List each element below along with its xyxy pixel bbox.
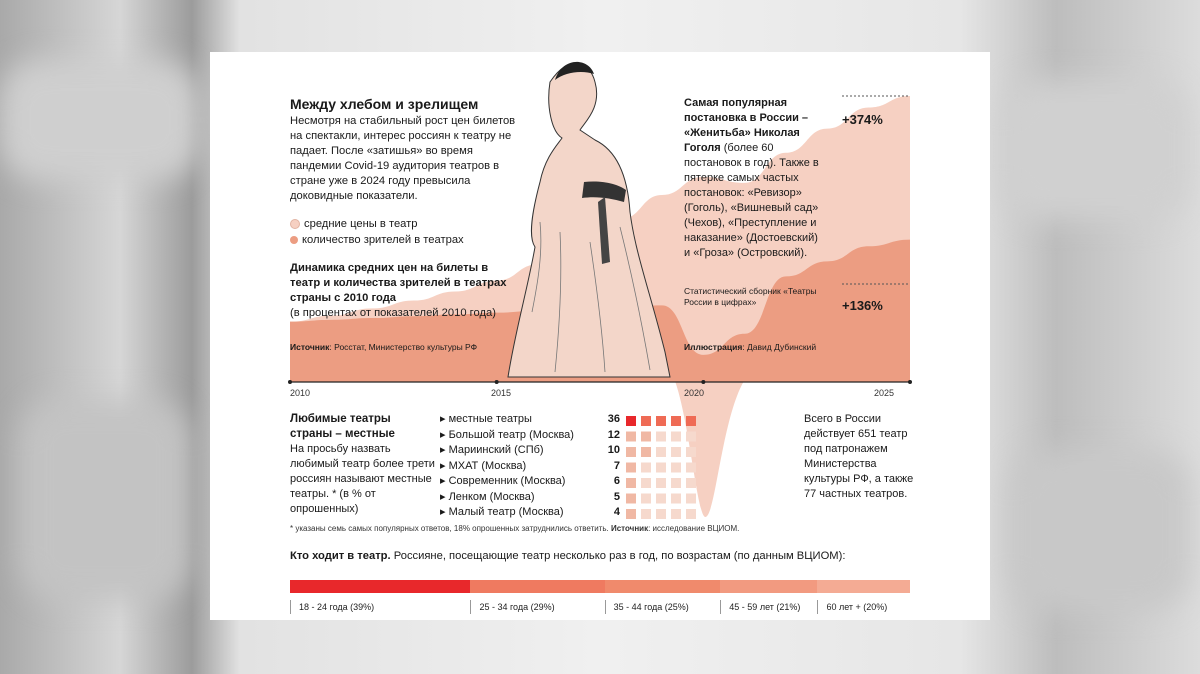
theatre-row: ▸ Большой театр (Москва) 12 <box>440 428 620 441</box>
favorite-square <box>671 416 681 426</box>
favorites-text: На просьбу назвать любимый театр более трети россиян называют местные театры. * (в % от опрошенных) <box>290 443 435 515</box>
legend-item-audience <box>290 232 464 248</box>
collection-source: Статистический сборник «Театры России в цифрах» <box>684 286 817 307</box>
annotation-audience: +136% <box>842 298 883 313</box>
favorite-square <box>626 416 636 426</box>
favorites-title: Любимые театры страны – местные <box>290 413 395 440</box>
favorite-square <box>671 447 681 457</box>
favorite-square <box>656 416 666 426</box>
age-label: 25 - 34 года (29%) <box>470 600 554 614</box>
footnote-text: * указаны семь самых популярных ответов, 18% опрошенных затруднились ответить. <box>290 524 611 533</box>
favorite-square <box>656 478 666 488</box>
favorite-square <box>686 509 696 519</box>
age-label: 18 - 24 года (39%) <box>290 600 374 614</box>
favorite-square <box>671 463 681 473</box>
favorite-square <box>686 416 696 426</box>
favorite-square <box>641 478 651 488</box>
x-tick-2020 <box>701 380 705 384</box>
favorite-square <box>626 478 636 488</box>
total-theatres-note: Всего в России действует 651 театр под патронажем Министерства культуры РФ, а также 77 частных театров. <box>804 413 914 500</box>
favorite-square <box>686 432 696 442</box>
chart-title-bold: Динамика средних цен на билеты в театр и количества зрителей в театрах страны с 2010 года <box>290 262 507 304</box>
ages-title-text: Россияне, посещающие театр несколько раз в год, по возрастам (по данным ВЦИОМ): <box>390 550 846 562</box>
popular-production <box>684 96 824 261</box>
theatre-row: ▸ местные театры 36 <box>440 413 620 425</box>
x-tick-2025 <box>908 380 912 384</box>
age-bar <box>817 580 910 593</box>
age-bar <box>470 580 604 593</box>
favorite-square <box>671 478 681 488</box>
illustration-label: Иллюстрация <box>684 342 743 352</box>
favorite-square <box>656 432 666 442</box>
favorite-square <box>641 494 651 504</box>
age-bar <box>290 580 470 593</box>
favorite-square <box>686 478 696 488</box>
favorite-square <box>641 416 651 426</box>
x-tick-2015 <box>495 380 499 384</box>
favorite-square <box>641 463 651 473</box>
favorite-square <box>641 447 651 457</box>
favorite-square <box>641 432 651 442</box>
tick-label-2015: 2015 <box>491 388 512 398</box>
theatre-row: ▸ Малый театр (Москва) 4 <box>440 506 620 518</box>
favorite-square <box>671 509 681 519</box>
legend-label-audience: количество зрителей в театрах <box>302 234 464 246</box>
favorite-square <box>686 494 696 504</box>
favorite-square <box>656 447 666 457</box>
theatre-row: ▸ МХАТ (Москва) 7 <box>440 459 620 472</box>
age-bar <box>720 580 817 593</box>
audience-pandemic-dip <box>675 382 743 517</box>
chart-title <box>290 261 520 321</box>
page-title: Между хлебом и зрелищем <box>290 96 479 112</box>
illustration-text: : Давид Дубинский <box>742 342 817 352</box>
popular-text: (более 60 постановок в год). Также в пятерке самых частых постановок: «Ревизор» (Гоголь), «Вишневый сад» (Чехов), «Преступление и наказание» (Достоевский) и «Гроза» (Островский). <box>684 142 819 259</box>
theatre-list <box>440 412 620 521</box>
favorite-square <box>656 494 666 504</box>
favorite-square <box>656 509 666 519</box>
annotation-prices: +374% <box>842 112 883 127</box>
legend-label-prices: средние цены в театр <box>304 218 418 230</box>
tick-label-2010: 2010 <box>290 388 311 398</box>
footnote-source: : исследование ВЦИОМ. <box>648 524 740 533</box>
source-label: Источник <box>290 342 330 352</box>
chart-title-note: (в процентах от показателей 2010 года) <box>290 307 496 319</box>
infographic-card <box>210 52 990 620</box>
age-label: 35 - 44 года (25%) <box>605 600 689 614</box>
footnote <box>290 524 739 533</box>
footnote-label: Источник <box>610 524 649 533</box>
theatre-row: ▸ Мариинский (СПб) 10 <box>440 444 620 456</box>
favorite-square <box>641 509 651 519</box>
age-label: 45 - 59 лет (21%) <box>720 600 800 614</box>
favorite-square <box>656 463 666 473</box>
favorite-square <box>626 447 636 457</box>
favorite-square <box>686 463 696 473</box>
age-bar <box>605 580 721 593</box>
tick-label-2020: 2020 <box>684 388 705 398</box>
source-text: : Росстат, Министерство культуры РФ <box>329 342 478 352</box>
ages-title-bold: Кто ходит в театр. <box>290 550 391 562</box>
popular-bold: Самая популярная постановка в России – «Женитьба» Николая Гоголя <box>684 97 809 154</box>
legend <box>290 216 464 248</box>
chart-source <box>290 342 477 352</box>
legend-item-prices <box>290 216 464 232</box>
theatre-row: ▸ Ленком (Москва) 5 <box>440 490 620 503</box>
theatre-row: ▸ Современник (Москва) 6 <box>440 475 620 487</box>
age-label: 60 лет + (20%) <box>817 600 887 614</box>
legend-dot-prices <box>290 219 300 229</box>
legend-dot-audience <box>290 236 298 244</box>
x-tick-2010 <box>288 380 292 384</box>
favorite-square <box>671 432 681 442</box>
favorite-square <box>626 509 636 519</box>
favorite-square <box>671 494 681 504</box>
favorite-square <box>626 494 636 504</box>
favorite-square <box>686 447 696 457</box>
tick-label-2025: 2025 <box>874 388 895 398</box>
favorite-square <box>626 432 636 442</box>
illustration-credit <box>684 342 816 352</box>
ages-title <box>290 550 845 562</box>
favorite-square <box>626 463 636 473</box>
intro-text: Несмотря на стабильный рост цен билетов на спектакли, интерес россиян к театру не падает. После «затишья» во время пандемии Covid-19 аудитория театров в стране уже в 2024 году превысила доковидные показатели. <box>290 115 516 202</box>
